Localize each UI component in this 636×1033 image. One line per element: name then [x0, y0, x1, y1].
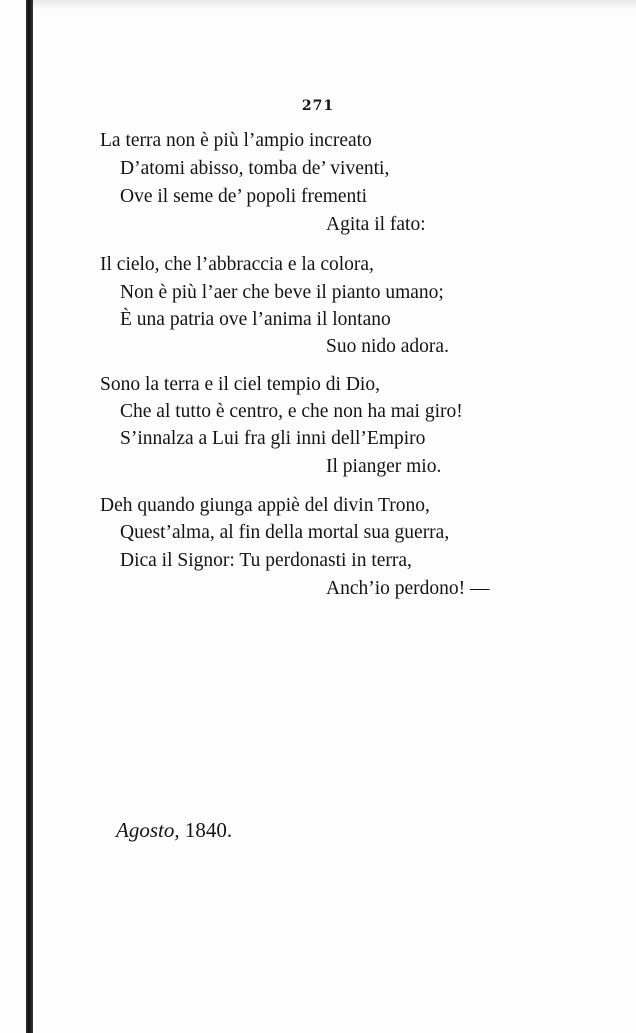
poem-line: Il cielo, che l’abbraccia e la colora, — [100, 254, 374, 275]
poem-line: Il pianger mio. — [326, 456, 442, 477]
date-year: 1840. — [184, 818, 233, 842]
page-number: 271 — [301, 98, 335, 114]
poem-line: È una patria ove l’anima il lontano — [120, 309, 391, 330]
poem-line: Suo nido adora. — [326, 336, 449, 357]
poem-line: Sono la terra e il ciel tempio di Dio, — [100, 374, 380, 395]
poem-date — [116, 818, 232, 843]
poem-line: Che al tutto è centro, e che non ha mai giro! — [120, 401, 463, 422]
poem-line: Non è più l’aer che beve il pianto umano; — [120, 282, 444, 303]
poem-line: D’atomi abisso, tomba de’ viventi, — [120, 158, 390, 179]
poem-line: S’innalza a Lui fra gli inni dell’Empiro — [120, 428, 426, 449]
poem-line: Quest’alma, al fin della mortal sua guerra, — [120, 522, 450, 543]
binding-edge — [26, 0, 33, 1033]
page-top-shadow — [33, 0, 636, 10]
poem-line: Ove il seme de’ popoli frementi — [120, 186, 368, 207]
poem-line: Anch’io perdono! — — [326, 578, 490, 599]
poem-line: Dica il Signor: Tu perdonasti in terra, — [120, 550, 412, 571]
poem-line: Agita il fato: — [326, 214, 426, 235]
poem-line: Deh quando giunga appiè del divin Trono, — [100, 495, 430, 516]
date-month: Agosto, — [116, 818, 180, 842]
poem-line: La terra non è più l’ampio increato — [100, 130, 372, 151]
